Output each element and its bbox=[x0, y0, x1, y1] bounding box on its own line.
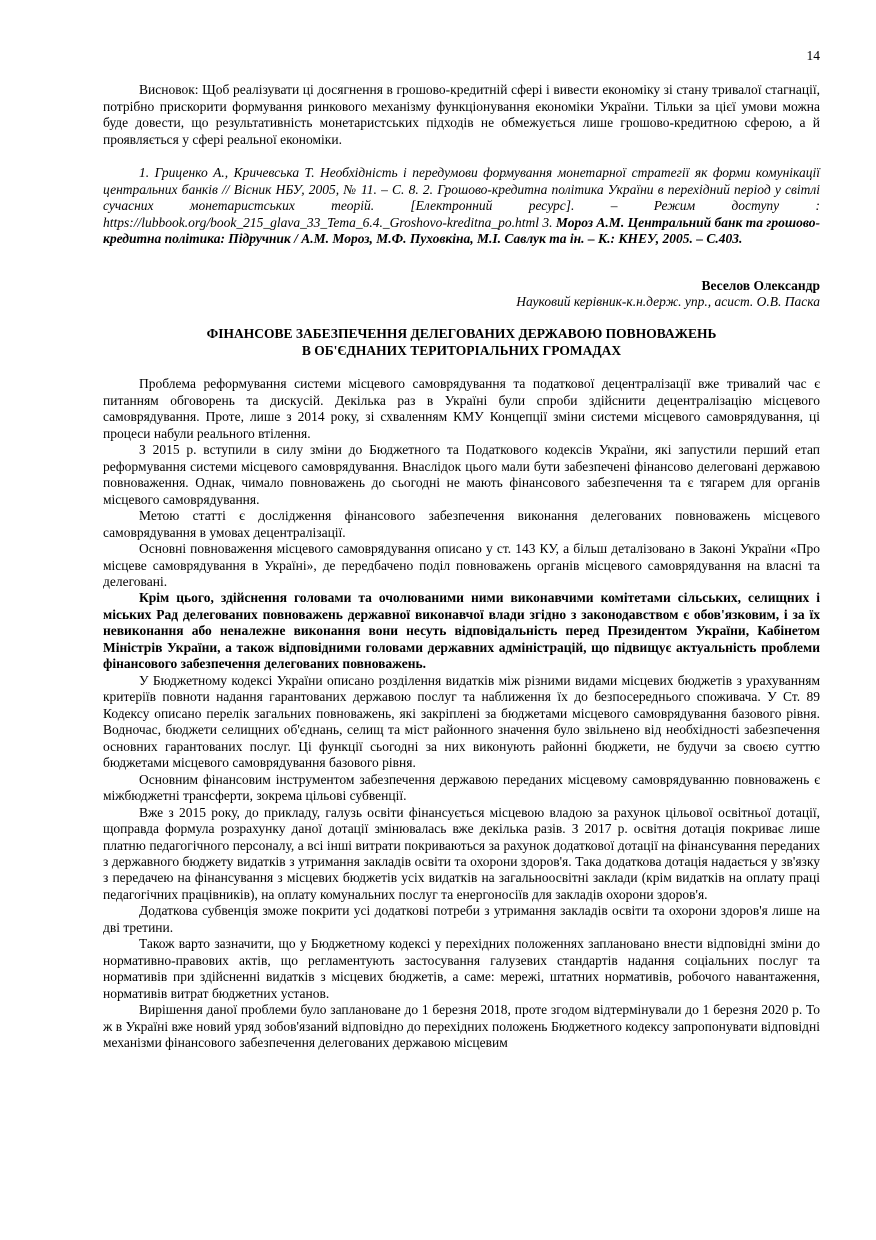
article-paragraph: У Бюджетному кодексі України описано розділення видатків між різними видами місцевих бюджетів з урахуванням критеріїв повноти надання гарантованих державою послуг та наближення їх до безпосереднього споживача. У Ст. 89 Кодексу описано перелік загальних повноважень, які закріплені за бюджетами місцевого самоврядування базового рівня. Водночас, бюджети селищних об'єднань, селищ та міст районного значення було звільнено від необхідності забезпечення основних гарантованих послуг. Ці функції сьогодні за них виконують районні бюджети, не будучи за своєю суттю бюджетами місцевого самоврядування базового рівня. bbox=[103, 672, 820, 771]
references-text: 1. Гриценко А., Кричевська Т. Необхідність і передумови формування монетарної стратегії як форми комунікації центральних банків // Вісник НБУ, 2005, № 11. – С. 8. 2. Грошово-кредитна політика України в перехідний період у світлі сучасних монетаристських теорій. [Електронний ресурс]. – Режим доступу : bbox=[103, 165, 820, 214]
article-paragraph: Вже з 2015 року, до прикладу, галузь освіти фінансується місцевою владою за рахунок цільової освітньої дотації, щоправда формула розрахунку даної дотації змінювалась вже декілька разів. З 2017 р. освітня дотація покриває лише платню педагогічного персоналу, а всі інші витрати покриваються за рахунок додаткової дотації на фінансування переданих з державного бюджету видатків з утримання закладів освіти та охорони здоров'я. Така додаткова дотація надається у зв'язку з передачею на фінансування з місцевих бюджетів усіх видатків на загальноосвітні заклади (крім видатків на оплату праці педагогічних працівників), на оплату комунальних послуг та енергоносіїв для закладів охорони здоров'я. bbox=[103, 804, 820, 902]
page-number: 14 bbox=[806, 48, 820, 63]
reference-url[interactable]: https://lubbook.org/book_215_glava_33_Tema_6.4._Groshovo-kreditna_po.html bbox=[103, 214, 539, 230]
article-title-line1: ФІНАНСОВЕ ЗАБЕЗПЕЧЕННЯ ДЕЛЕГОВАНИХ ДЕРЖАВОЮ ПОВНОВАЖЕНЬ bbox=[206, 325, 717, 341]
article-title-line2: В ОБ'ЄДНАНИХ ТЕРИТОРІАЛЬНИХ ГРОМАДАХ bbox=[301, 342, 622, 358]
article-paragraph: Основним фінансовим інструментом забезпечення державою переданих місцевому самоврядуванню повноважень є міжбюджетні трансферти, зокрема цільові субвенції. bbox=[103, 771, 820, 804]
article-paragraph: Проблема реформування системи місцевого самоврядування та податкової децентралізації вже тривалий час є питанням обговорень та дискусій. Декілька раз в Україні були спроби здійснити децентралізацію місцевого самоврядування. Проте, лише з 2014 року, зі схваленням КМУ Концепції зміни системи місцевого самоврядування, ці процеси набули реального втілення. bbox=[103, 376, 820, 441]
article-paragraph: Метою статті є дослідження фінансового забезпечення виконання делегованих повноважень місцевого самоврядування в умовах децентралізації. bbox=[103, 508, 820, 540]
article-paragraph: Вирішення даної проблеми було заплановане до 1 березня 2018, проте згодом відтермінували до 1 березня 2020 р. То ж в Україні вже новий уряд зобов'язаний відповідно до перехідних положень Бюджетного кодексу запропонувати відповідні механізми фінансового забезпечення делегованих державою місцевим bbox=[103, 1002, 820, 1051]
article-paragraph: Додаткова субвенція зможе покрити усі додаткові потреби з утримання закладів освіти та охорони здоров'я лише на дві третини. bbox=[103, 903, 820, 935]
supervisor-line: Науковий керівник-к.н.держ. упр., асист. О.В. Паска bbox=[516, 294, 820, 310]
conclusion-paragraph: Висновок: Щоб реалізувати ці досягнення в грошово-кредитній сфері і вивести економіку зі стану тривалої стагнації, потрібно прискорити формування ринкового механізму функціонування економіки України. Тільки за цієї умови можна буде довести, що результативність монетаристських підходів не обмежується лише грошово-кредитною сферою, а й проявляється у сфері реальної економіки. bbox=[103, 82, 820, 147]
author-block bbox=[103, 278, 820, 311]
article-paragraph: Також варто зазначити, що у Бюджетному кодексі у перехідних положеннях заплановано внести відповідні зміни до нормативно-правових актів, що регламентують застосування галузевих стандартів надання соціальних послуг та нормативів при здійсненні видатків з місцевих бюджетів, а саме: мережі, штатних нормативів, робочого навантаження, нормативів витрат бюджетних установ. bbox=[103, 936, 820, 1001]
author-name: Веселов Олександр bbox=[701, 277, 820, 293]
references-paragraph bbox=[103, 165, 820, 247]
article-paragraph: Крім цього, здійснення головами та очолюваними ними виконавчими комітетами сільських, селищних і міських Рад делегованих повноважень державної виконавчої влади згідно з законодавством є обов'язковим, і за їх невиконання або неналежне виконання вони несуть відповідальність перед Президентом України, Кабінетом Міністрів України, а також відповідними головами державних адміністрацій, що підвищує актуальність проблеми фінансового забезпечення делегованих повноважень. bbox=[103, 590, 820, 672]
references-bold-entry: Мороз А.М. Центральний банк та грошово-кредитна політика: Підручник / А.М. Мороз, М.Ф. Пуховкіна, М.І. Савлук та ін. – К.: КНЕУ, 2005. – С.403. bbox=[103, 214, 820, 247]
references-separator: 3. bbox=[538, 214, 556, 230]
article-paragraph: Основні повноваження місцевого самоврядування описано у ст. 143 КУ, а більш деталізовано в Законі України «Про місцеве самоврядування в Україні», де передбачено поділ повноважень органів місцевого самоврядування на власні та делеговані. bbox=[103, 541, 820, 589]
article-body bbox=[103, 376, 820, 1051]
article-paragraph: З 2015 р. вступили в силу зміни до Бюджетного та Податкового кодексів України, які запустили перший етап реформування системи місцевого самоврядування. Внаслідок цього мали бути забезпечені фінансово делеговані державою повноваження. Однак, чимало повноважень до сьогодні не мають фінансового забезпечення та є тягарем для органів місцевого самоврядування. bbox=[103, 442, 820, 507]
article-title bbox=[103, 326, 820, 360]
